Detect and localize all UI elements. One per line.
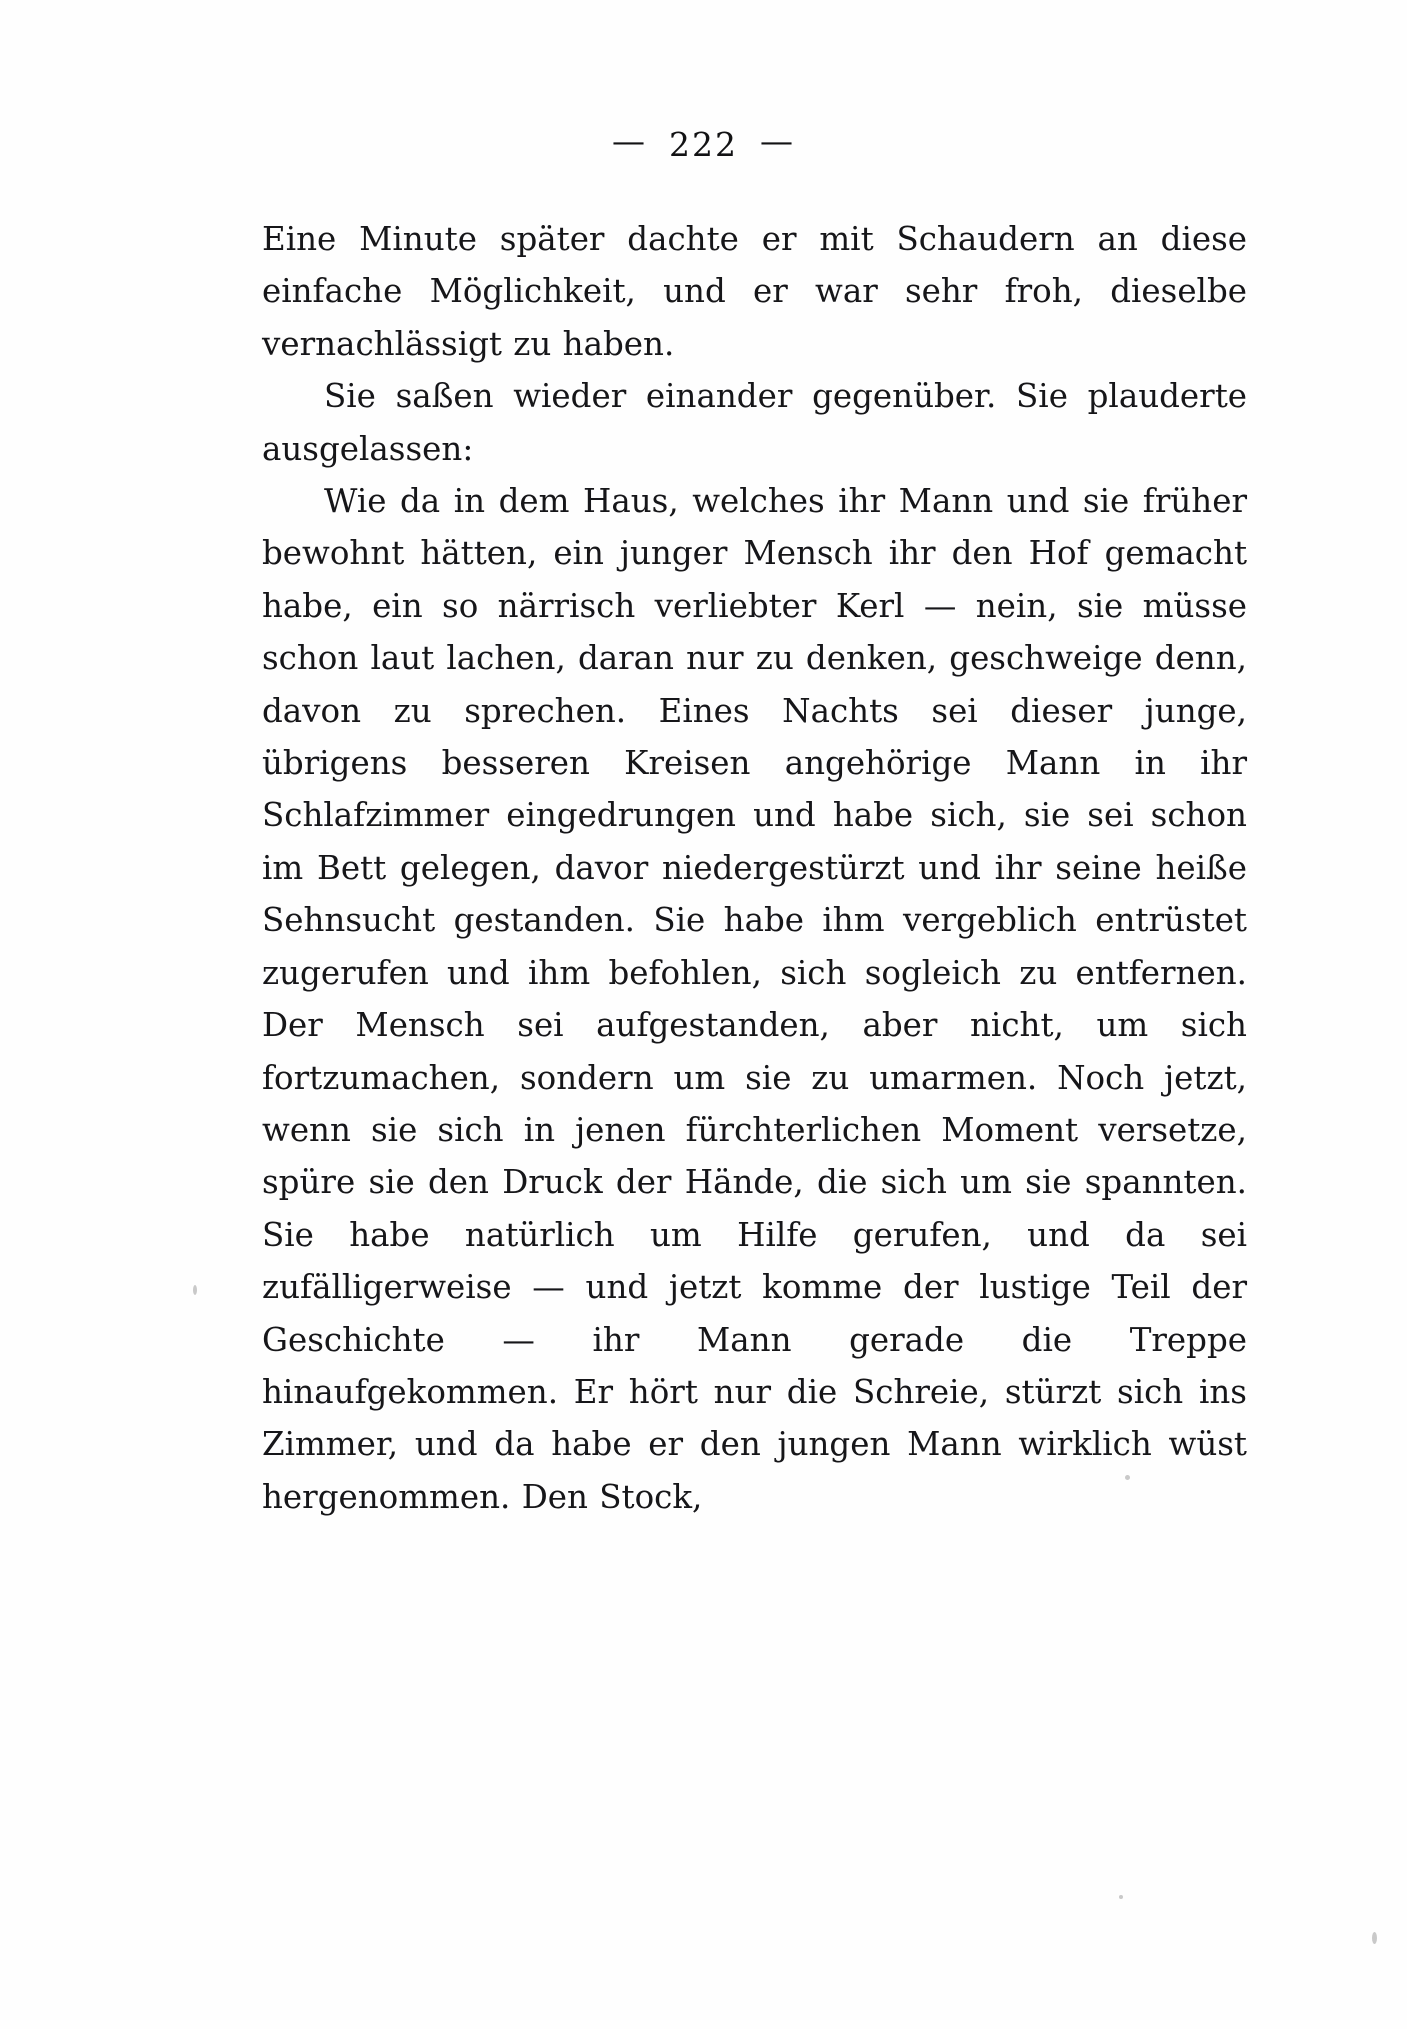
paper-speck <box>1125 1475 1130 1480</box>
paper-speck <box>193 1285 197 1295</box>
page-header <box>0 121 1407 164</box>
paragraph-3: Wie da in dem Haus, welches ihr Mann und sie früher bewohnt hätten, ein junger Mensch ihr den Hof gemacht habe, ein so närrisch verliebter Kerl — nein, sie müsse schon laut lachen, daran nur zu denken, geschweige denn, davon zu sprechen. Eines Nachts sei dieser junge, übrigens besseren Kreisen angehörige Mann in ihr Schlafzimmer eingedrungen und habe sich, sie sei schon im Bett gelegen, davor niedergestürzt und ihr seine heiße Sehnsucht gestanden. Sie habe ihm vergeblich entrüstet zugerufen und ihm befohlen, sich sogleich zu entfernen. Der Mensch sei aufgestanden, aber nicht, um sich fortzumachen, sondern um sie zu umarmen. Noch jetzt, wenn sie sich in jenen fürchterlichen Moment versetze, spüre sie den Druck der Hände, die sich um sie spannten. Sie habe natürlich um Hilfe gerufen, und da sei zufälligerweise — und jetzt komme der lustige Teil der Geschichte — ihr Mann gerade die Treppe hinaufgekommen. Er hört nur die Schreie, stürzt sich ins Zimmer, und da habe er den jungen Mann wirklich wüst hergenommen. Den Stock, <box>262 482 1247 1516</box>
page-body <box>262 213 1247 1523</box>
paper-speck <box>1372 1932 1377 1944</box>
paragraph-1: Eine Minute später dachte er mit Schaudern an diese einfache Möglichkeit, und er war sehr froh, dieselbe vernachlässigt zu haben. <box>262 220 1247 363</box>
page-number: 222 <box>669 125 738 164</box>
paragraph-2: Sie saßen wieder einander gegenüber. Sie plauderte ausgelassen: <box>262 377 1247 468</box>
header-dash-left: — <box>612 121 647 160</box>
paper-speck <box>1119 1895 1123 1899</box>
header-dash-right: — <box>760 121 795 160</box>
